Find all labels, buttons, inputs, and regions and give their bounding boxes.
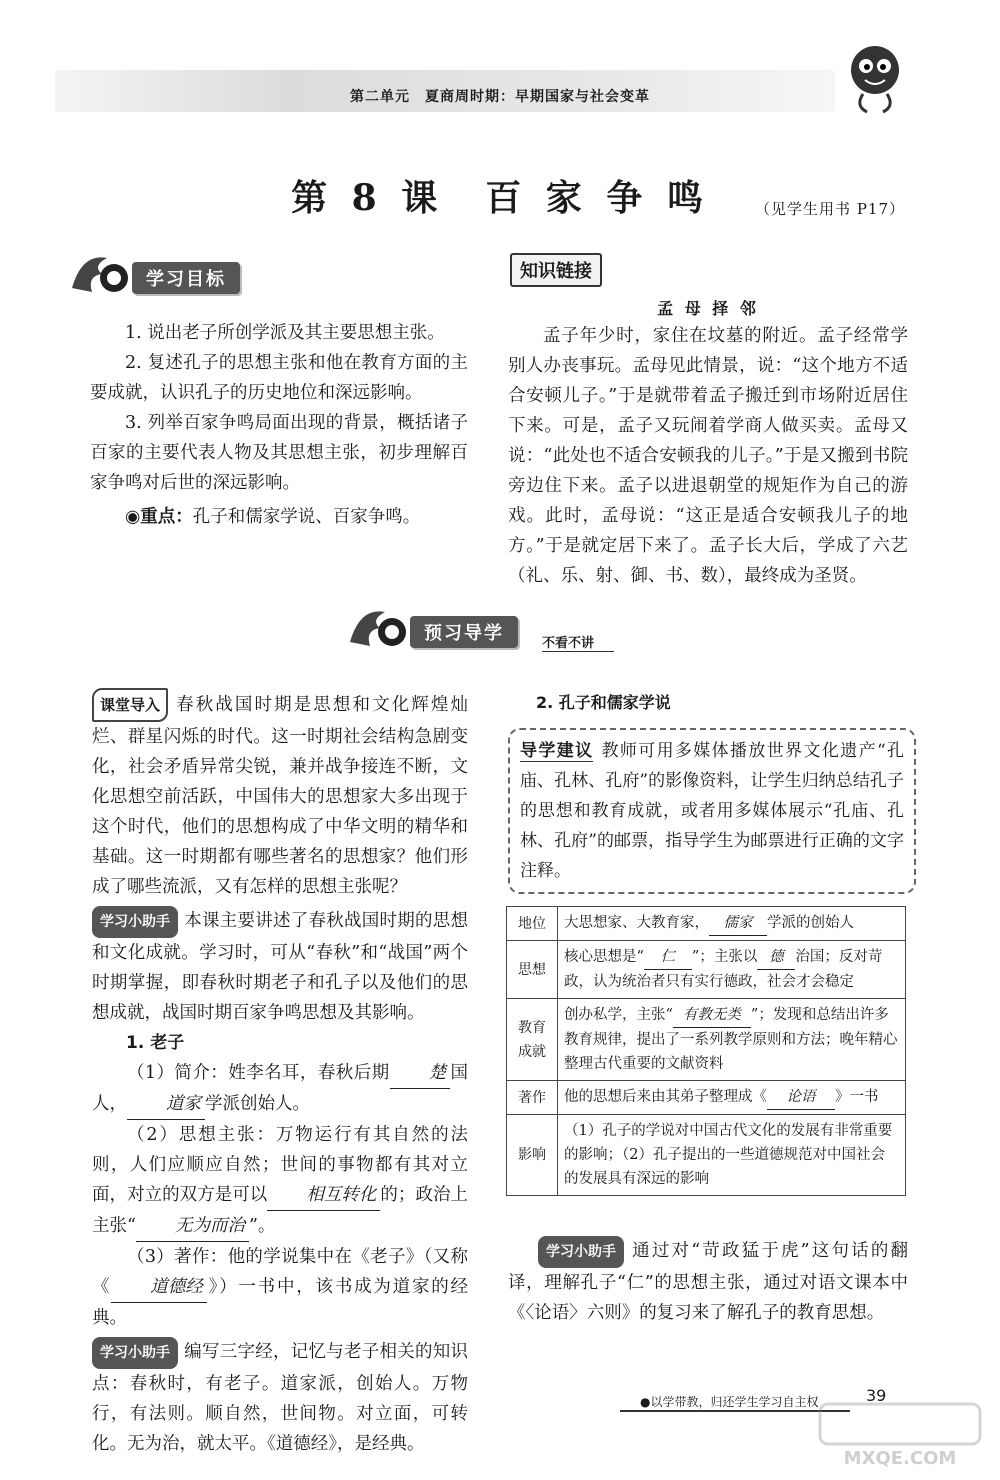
- objectives-banner: [62, 248, 282, 302]
- preview-label: 预习导学: [410, 616, 518, 648]
- laozi-works-end: 》）一书中，该书成为道家的经典。: [92, 1277, 469, 1328]
- knowledge-link-box: [508, 296, 908, 591]
- table-cell: 核心思想是“: [564, 949, 644, 965]
- key-point-label: ◉重点：: [125, 507, 193, 527]
- laozi-thought: （2）思想主张：万物运行有其自然的法则，人们应顺应自然；世间的事物都有其对立面，对立的双方是可以: [92, 1125, 468, 1205]
- blank-answer: 儒家: [709, 911, 767, 936]
- objectives-list: [90, 318, 468, 532]
- helper-label: 学习小助手: [538, 1236, 624, 1268]
- objective-item: 2. 复述孔子的思想主张和他在教育方面的主要成就，认识孔子的历史地位和深远影响。: [90, 353, 468, 403]
- table-cell: 学派的创始人: [767, 915, 854, 931]
- table-row: [507, 1081, 906, 1115]
- knowledge-link-label: 知识链接: [510, 253, 602, 287]
- blank-answer: 楚: [390, 1058, 451, 1089]
- laozi-heading: 1. 老子: [126, 1033, 185, 1053]
- guide-text: 教师可用多媒体播放世界文化遗产“孔庙、孔林、孔府”的影像资料，让学生归纳总结孔子的思想和教育成就，或者用多媒体展示“孔庙、孔林、孔府”的邮票，指导学生为邮票进行正确的文字注释。: [520, 741, 904, 881]
- table-cell: 他的思想后来由其弟子整理成《: [564, 1089, 767, 1105]
- table-cell: 大思想家、大教育家，: [564, 915, 709, 931]
- table-key: 著作: [507, 1081, 558, 1115]
- objective-item: 1. 说出老子所创学派及其主要思想主张。: [125, 323, 445, 343]
- unit-header: 第二单元 夏商周时期：早期国家与社会变革: [350, 89, 650, 105]
- table-cell: ”；主张以: [691, 949, 758, 965]
- story-text: 孟子年少时，家住在坟墓的附近。孟子经常学别人办丧事玩。孟母见此情景，说：“这个地方不适合安顿儿子。”于是就带着孟子搬迁到市场附近居住下来。可是，孟子又玩闹着学商人做买卖。孟母又说：“此处也不适合安顿我的儿子。”于是又搬到书院旁边住下来。孟子以进退朝堂的规矩作为自己的游戏。此时，孟母说：“这正是适合安顿我儿子的地方。”于是就定居下来了。孟子长大后，学成了六艺（礼、乐、射、御、书、数），最终成为圣贤。: [508, 326, 908, 586]
- table-row: [507, 999, 906, 1081]
- helper-text: 通过对“苛政猛于虎”这句话的翻译，理解孔子“仁”的思想主张，通过对语文课本中《〈论语〉六则》的复习来了解孔子的教育思想。: [508, 1241, 908, 1323]
- table-cell: （1）孔子的学说对中国古代文化的发展有非常重要的影响；（2）孔子提出的一些道德规范对中国社会的发展具有深远的影响: [558, 1115, 906, 1196]
- helper-text: 编写三字经，记忆与老子相关的知识点：春秋时，有老子。道家派，创始人。万物行，有法则。顺自然，世间物。对立面，可转化。无为治，就太平。《道德经》，是经典。: [92, 1342, 468, 1454]
- laozi-thought-end: ”。: [248, 1216, 276, 1236]
- guide-label: 导学建议: [520, 741, 594, 761]
- table-row: [507, 1115, 906, 1196]
- objective-item: 3. 列举百家争鸣局面出现的背景，概括诸子百家的主要代表人物及其思想主张，初步理解百家争鸣对后世的深远影响。: [90, 413, 468, 493]
- confucius-table: [506, 906, 906, 1196]
- helper-label: 学习小助手: [92, 906, 178, 938]
- table-cell: 治国；反对苛政，认为统治者只有实行德政，社会才会稳定: [564, 949, 883, 990]
- preview-banner: [340, 602, 630, 656]
- table-row: [507, 941, 906, 999]
- table-cell: 创办私学，主张“: [564, 1007, 673, 1023]
- lesson-title: 第 8 课 百 家 争 鸣: [291, 177, 709, 219]
- blank-answer: 德: [757, 945, 795, 970]
- blank-answer: 无为而治: [136, 1211, 249, 1242]
- flame-icon: [340, 602, 420, 656]
- blank-answer: 道家: [127, 1089, 205, 1120]
- table-key: 思想: [507, 941, 558, 999]
- intro-text: 春秋战国时期是思想和文化辉煌灿烂、群星闪烁的时代。这一时期社会结构急剧变化，社会矛盾异常尖锐，兼并战争接连不断，文化思想空前活跃，中国伟大的思想家大多出现于这个时代，他们的思想构成了中华文明的精华和基础。这一时期都有哪些著名的思想家？他们形成了哪些流派，又有怎样的思想主张呢？: [92, 695, 468, 897]
- key-point-text: 孔子和儒家学说、百家争鸣。: [192, 507, 421, 527]
- laozi-works: （3）著作：他的学说集中在《老子》（又称《: [92, 1247, 468, 1297]
- blank-answer: 相互转化: [267, 1180, 380, 1211]
- story-title: 孟 母 择 邻: [657, 299, 759, 318]
- table-row: [507, 907, 906, 941]
- blank-answer: 道德经: [111, 1272, 207, 1303]
- flame-icon: [62, 248, 142, 302]
- laozi-thought-cont: 的；政治上主张“: [92, 1185, 469, 1236]
- watermark-logo: [810, 1400, 990, 1470]
- preview-sub: 不看不讲: [542, 632, 614, 652]
- confucius-helper: [508, 1236, 908, 1328]
- table-cell: ”；发现和总结出许多教育规律，提出了一系列教学原则和方法；晚年精心整理古代重要的文献资料: [564, 1007, 898, 1072]
- table-key: 地位: [507, 907, 558, 941]
- table-key: 教育成就: [507, 999, 558, 1081]
- objectives-label: 学习目标: [132, 262, 240, 294]
- blank-answer: 论语: [767, 1085, 835, 1110]
- guide-box: [508, 728, 916, 894]
- intro-label: 课堂导入: [92, 688, 168, 722]
- laozi-intro-cont: 国人，: [92, 1063, 469, 1114]
- helper-text: 本课主要讲述了春秋战国时期的思想和文化成就。学习时，可从“春秋”和“战国”两个时期掌握，即春秋时期老子和孔子以及他们的思想成就，战国时期百家争鸣思想及其影响。: [92, 911, 468, 1023]
- page-number: 39: [866, 1386, 887, 1405]
- footer-slogan: ●以学带教，归还学生学习自主权: [640, 1395, 819, 1409]
- confucius-heading: 2. 孔子和儒家学说: [536, 693, 671, 712]
- blank-answer: 有教无类: [673, 1003, 751, 1028]
- mascot-icon: [845, 40, 905, 118]
- watermark-text: MXQE.COM: [843, 1448, 957, 1469]
- helper-label: 学习小助手: [92, 1337, 178, 1369]
- book-reference: （见学生用书 P17）: [755, 200, 905, 218]
- laozi-intro: （1）简介：姓李名耳，春秋后期: [127, 1063, 390, 1083]
- blank-answer: 仁: [644, 945, 692, 970]
- left-column: [92, 688, 468, 1459]
- table-cell: 》一书: [835, 1089, 879, 1105]
- table-key: 影响: [507, 1115, 558, 1196]
- laozi-intro-end: 学派创始人。: [205, 1094, 310, 1114]
